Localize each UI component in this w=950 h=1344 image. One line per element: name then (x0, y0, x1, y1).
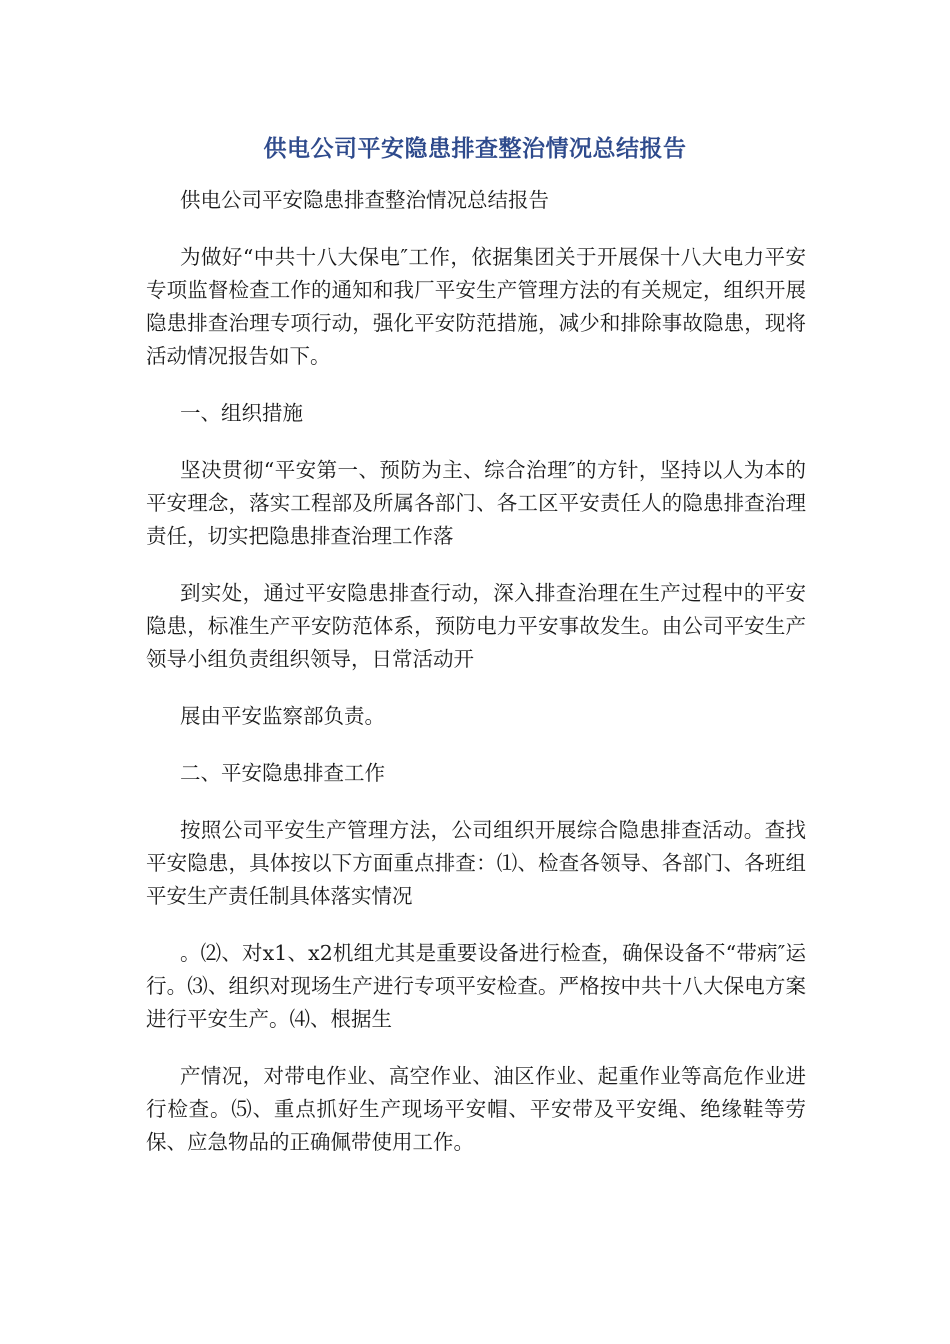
document-title: 供电公司平安隐患排查整治情况总结报告 (263, 136, 687, 162)
paragraph: 到实处，通过平安隐患排查行动，深入排查治理在生产过程中的平安隐患，标准生产平安防范体系，预防电力平安事故发生。由公司平安生产领导小组负责组织领导，日常活动开 (146, 581, 806, 671)
paragraph: 展由平安监察部负责。 (180, 704, 385, 728)
section-heading-1: 一、组织措施 (180, 401, 303, 425)
paragraph: 。⑵、对x1、x2机组尤其是重要设备进行检查，确保设备不“带病″运行。⑶、组织对现场生产进行专项平安检查。严格按中共十八大保电方案进行平安生产。⑷、根据生 (146, 941, 806, 1031)
paragraph: 坚决贯彻“平安第一、预防为主、综合治理″的方针，坚持以人为本的平安理念，落实工程部及所属各部门、各工区平安责任人的隐患排查治理责任，切实把隐患排查治理工作落 (146, 458, 806, 548)
paragraph: 按照公司平安生产管理方法，公司组织开展综合隐患排查活动。查找平安隐患，具体按以下方面重点排查：⑴、检查各领导、各部门、各班组平安生产责任制具体落实情况 (146, 818, 806, 908)
paragraph-intro: 为做好“中共十八大保电″工作，依据集团关于开展保十八大电力平安专项监督检查工作的通知和我厂平安生产管理方法的有关规定，组织开展隐患排查治理专项行动，强化平安防范措施，减少和排除事故隐患，现将活动情况报告如下。 (146, 245, 806, 368)
document-body (146, 184, 806, 1183)
section-heading-2: 二、平安隐患排查工作 (180, 761, 385, 785)
paragraph: 产情况，对带电作业、高空作业、油区作业、起重作业等高危作业进行检查。⑸、重点抓好生产现场平安帽、平安带及平安绳、绝缘鞋等劳保、应急物品的正确佩带使用工作。 (146, 1064, 806, 1154)
paragraph-subtitle: 供电公司平安隐患排查整治情况总结报告 (180, 188, 549, 212)
